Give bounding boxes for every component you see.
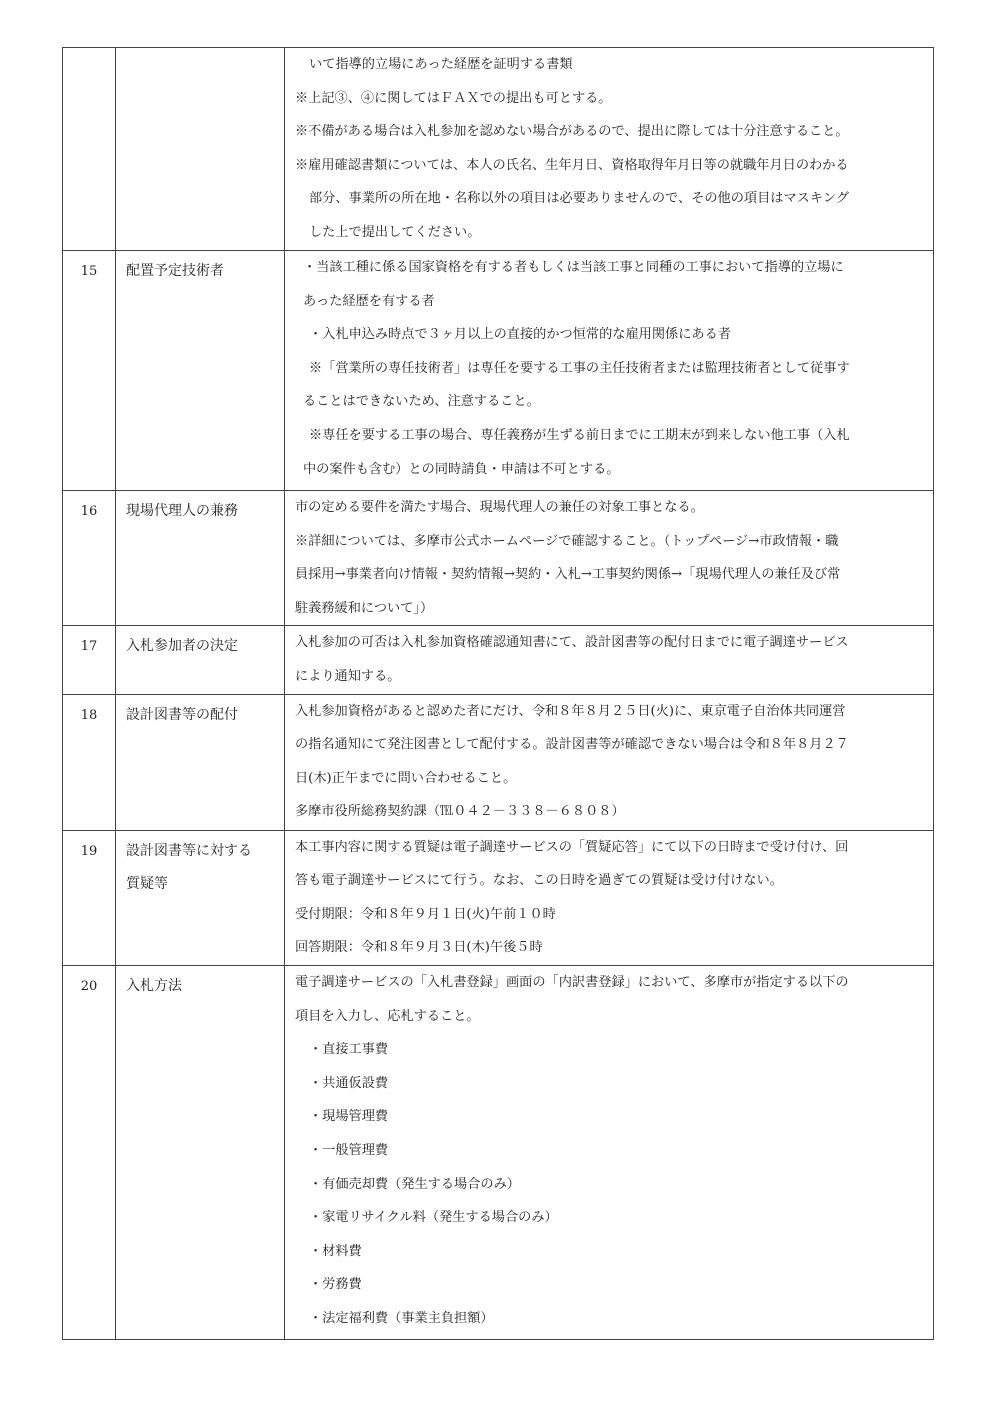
description-line: 部分、事業所の所在地・名称以外の項目は必要ありませんので、その他の項目はマスキング xyxy=(309,191,850,207)
description-line: 市の定める要件を満たす場合、現場代理人の兼任の対象工事となる。 xyxy=(295,500,704,515)
description-line: ・当該工種に係る国家資格を有する者もしくは当該工事と同種の工事において指導的立場に xyxy=(303,260,844,275)
description-line: ・法定福利費（事業主負担額） xyxy=(309,1310,494,1326)
item-number-text: 16 xyxy=(80,504,98,519)
item-label xyxy=(116,965,285,1339)
item-label xyxy=(116,491,285,626)
description-line: した上で提出してください。 xyxy=(309,224,481,240)
description-line: ・共通仮設費 xyxy=(309,1075,389,1091)
table-row xyxy=(63,626,934,694)
description-line: の指名通知にて発注図書として配付する。設計図書等が確認できない場合は令和８年８月２７ xyxy=(295,737,849,753)
description-line: 本工事内容に関する質疑は電子調達サービスの「質疑応答」にて以下の日時まで受け付け、回 xyxy=(295,839,849,855)
description-line: ・家電リサイクル料（発生する場合のみ） xyxy=(309,1210,558,1226)
description-line: いて指導的立場にあった経歴を証明する書類 xyxy=(309,57,573,72)
description-line: により通知する。 xyxy=(295,668,401,684)
item-label-line: 現場代理人の兼務 xyxy=(126,503,238,519)
table-row xyxy=(63,251,934,491)
description-line: 日(木)正午までに問い合わせること。 xyxy=(295,770,517,786)
description-line: ※「営業所の専任技術者」は専任を要する工事の主任技術者または監理技術者として従事す xyxy=(309,360,850,376)
item-label xyxy=(116,251,285,491)
description-line: 入札参加の可否は入札参加資格確認通知書にて、設計図書等の配付日までに電子調達サービス xyxy=(295,635,849,651)
item-number xyxy=(63,830,116,965)
table-row xyxy=(63,694,934,830)
description-line: 多摩市役所総務契約課（℡０４２－３３８－６８０８） xyxy=(295,804,625,820)
description-line: ・入札申込み時点で３ヶ月以上の直接的かつ恒常的な雇用関係にある者 xyxy=(309,327,731,343)
item-description xyxy=(285,251,934,491)
description-line: 電子調達サービスの「入札書登録」画面の「内訳書登録」において、多摩市が指定する以下の xyxy=(295,974,849,990)
item-number-text: 19 xyxy=(80,843,98,859)
item-description xyxy=(285,626,934,694)
item-number xyxy=(63,694,116,830)
item-description xyxy=(285,491,934,626)
table-row xyxy=(63,491,934,626)
table-row xyxy=(63,965,934,1339)
table-row xyxy=(63,48,934,251)
item-label xyxy=(116,48,285,251)
item-description xyxy=(285,965,934,1339)
description-line: 員採用→事業者向け情報・契約情報→契約・入札→工事契約関係→「現場代理人の兼任及び常 xyxy=(295,567,841,583)
item-number-text: 20 xyxy=(80,978,98,994)
item-label-line: 設計図書等に対する xyxy=(126,842,252,859)
item-label-line: 入札方法 xyxy=(126,977,182,994)
description-line: 回答期限：令和８年９月３日(木)午後５時 xyxy=(295,940,543,956)
description-line: ※上記③、④に関してはＦＡＸでの提出も可とする。 xyxy=(295,90,612,106)
description-line: ・有価売却費（発生する場合のみ） xyxy=(309,1176,520,1192)
description-line: ることはできないため、注意すること。 xyxy=(303,394,540,410)
description-line: ※雇用確認書類については、本人の氏名、生年月日、資格取得年月日等の就職年月日のわかる xyxy=(295,157,849,173)
item-label-line: 質疑等 xyxy=(126,876,168,893)
description-line: ※不備がある場合は入札参加を認めない場合があるので、提出に際しては十分注意すること。 xyxy=(295,124,849,140)
description-line: ・一般管理費 xyxy=(309,1142,389,1158)
item-label xyxy=(116,830,285,965)
description-line: 受付期限：令和８年９月１日(火)午前１０時 xyxy=(295,906,556,922)
description-line: あった経歴を有する者 xyxy=(303,293,435,309)
item-label-line: 配置予定技術者 xyxy=(126,263,224,279)
item-number-text: 15 xyxy=(80,264,98,279)
description-line: ・労務費 xyxy=(309,1277,362,1293)
description-line: 入札参加資格があると認めた者にだけ、令和８年８月２５日(火)に、東京電子自治体共同運営 xyxy=(295,703,846,719)
item-label xyxy=(116,694,285,830)
item-description xyxy=(285,48,934,251)
table-row xyxy=(63,830,934,965)
description-line: 項目を入力し、応札すること。 xyxy=(295,1008,480,1024)
item-number xyxy=(63,626,116,694)
item-label xyxy=(116,626,285,694)
description-line: ・直接工事費 xyxy=(309,1042,389,1058)
description-line: ※専任を要する工事の場合、専任義務が生ずる前日までに工期末が到来しない他工事（入札 xyxy=(309,427,850,443)
description-line: ・現場管理費 xyxy=(309,1109,389,1125)
item-number xyxy=(63,251,116,491)
description-line: 駐義務緩和について」） xyxy=(295,600,434,616)
conditions-table xyxy=(62,47,934,1340)
description-line: 答も電子調達サービスにて行う。なお、この日時を過ぎての質疑は受け付けない。 xyxy=(295,873,783,889)
item-number xyxy=(63,48,116,251)
item-label-line: 入札参加者の決定 xyxy=(126,638,238,655)
description-line: ※詳細については、多摩市公式ホームページで確認すること。（トップページ→市政情報・職 xyxy=(295,533,839,549)
description-line: 中の案件も含む）との同時請負・申請は不可とする。 xyxy=(303,461,620,477)
item-number xyxy=(63,965,116,1339)
item-description xyxy=(285,694,934,830)
item-number-text: 17 xyxy=(80,639,98,655)
item-number-text xyxy=(63,48,115,82)
description-line: ・材料費 xyxy=(309,1243,362,1259)
item-number xyxy=(63,491,116,626)
item-label-line: 設計図書等の配付 xyxy=(126,706,238,723)
item-number-text: 18 xyxy=(80,707,98,723)
item-description xyxy=(285,830,934,965)
